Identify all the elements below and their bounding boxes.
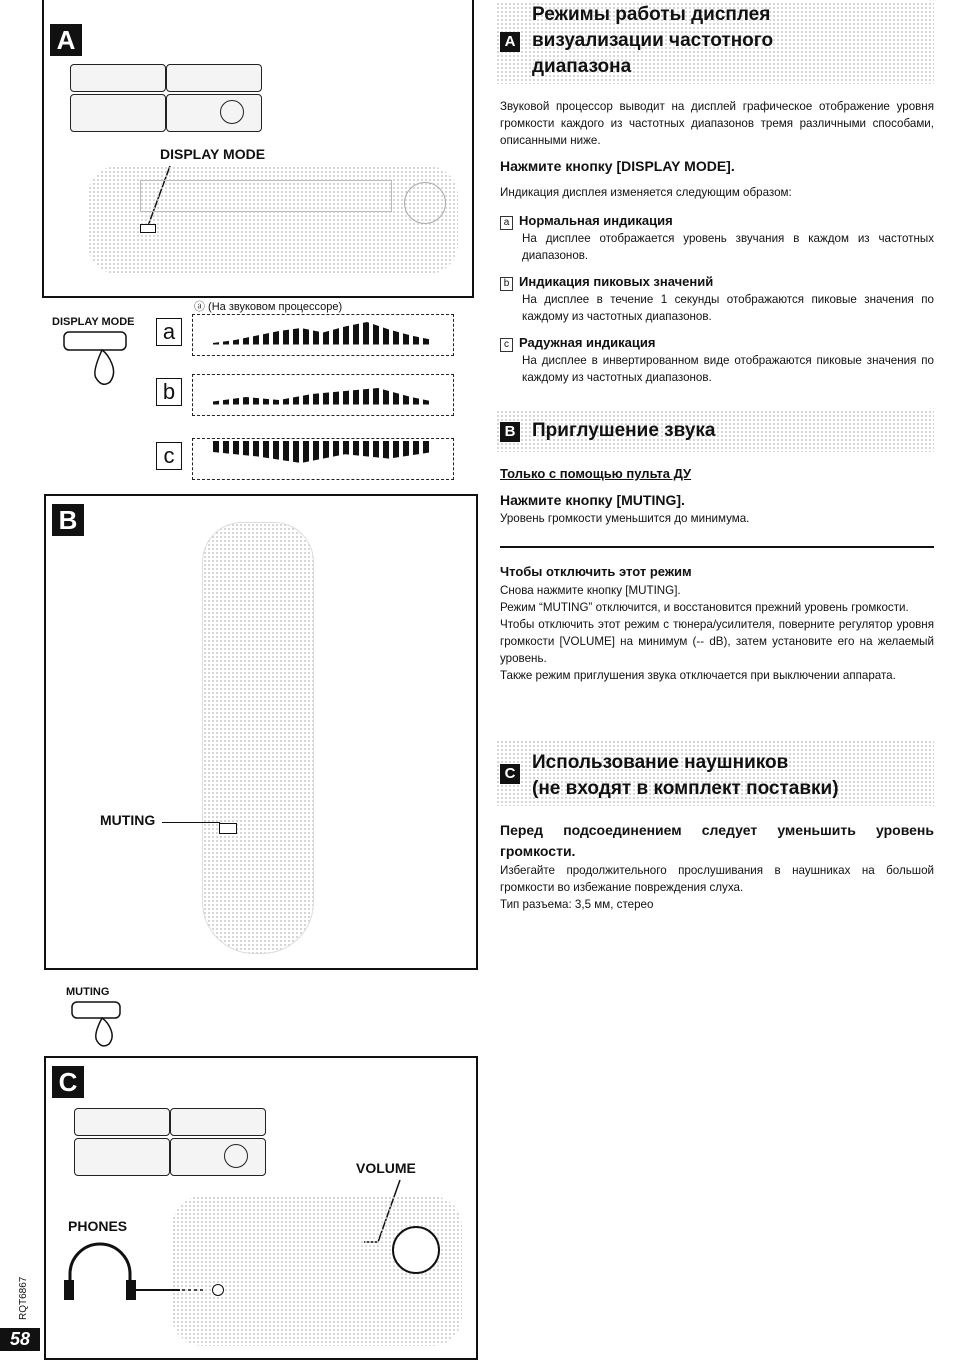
volume-label: VOLUME: [356, 1160, 416, 1176]
section-a-note: Индикация дисплея изменяется следующим образом:: [500, 186, 792, 199]
section-a-title-line1: Режимы работы дисплея: [532, 4, 771, 25]
page-number: 58: [0, 1328, 40, 1351]
cancel-line-1: Снова нажмите кнопку [MUTING].: [500, 584, 681, 597]
muting-label: MUTING: [100, 812, 156, 828]
figure-c-tag: C: [52, 1066, 84, 1098]
section-b-tag: B: [500, 422, 520, 442]
figure-a-panel: [42, 0, 474, 298]
processor-caption: ⓐ (На звуковом процессоре): [194, 301, 343, 313]
figure-a-tag: A: [50, 24, 82, 56]
mode-item-a-text: На дисплее отображается уровень звучания в каждом из частотных диапазонов.: [522, 232, 934, 262]
section-a-title-line2: визуализации частотного: [532, 30, 774, 51]
mode-list: [152, 314, 456, 484]
display-mode-button-label: DISPLAY MODE: [52, 316, 135, 328]
mode-b-key: b: [156, 378, 182, 406]
section-b-title: Приглушение звука: [532, 420, 716, 441]
display-mode-button[interactable]: [140, 224, 156, 233]
section-b-cancel-title: Чтобы отключить этот режим: [500, 564, 692, 579]
section-c-warning: Перед подсоединением следует уменьшить уровень громкости.: [500, 822, 934, 859]
mode-item-a-key: a: [500, 216, 513, 230]
remote-muting-button[interactable]: [219, 823, 237, 834]
section-b-instruction: Нажмите кнопку [MUTING].: [500, 492, 685, 508]
section-a-header: [496, 2, 934, 84]
cancel-line-2: Режим “MUTING” отключится, и восстановится прежний уровень громкости.: [500, 601, 909, 614]
section-c-jack: Тип разъема: 3,5 мм, стерео: [500, 898, 654, 911]
hand-press-icon-muting: [70, 1000, 140, 1050]
mode-c: [152, 438, 456, 482]
figure-b-tag: B: [52, 504, 84, 536]
mode-item-b-key: b: [500, 277, 513, 291]
mode-item-a-title: Нормальная индикация: [519, 213, 673, 228]
remote-control-illustration: [202, 522, 314, 954]
section-c-title-line1: Использование наушников: [532, 752, 789, 773]
processor-front-panel: [88, 166, 458, 274]
mode-item-c: [500, 334, 934, 386]
headphones-icon: [60, 1234, 230, 1304]
display-mode-label: DISPLAY MODE: [160, 146, 266, 162]
cancel-line-4: Также режим приглушения звука отключается при выключении аппарата.: [500, 669, 896, 682]
mode-item-c-text: На дисплее в инвертированном виде отображаются пиковые значения по каждому из частотных диапазонов.: [522, 354, 934, 384]
section-b-header: [496, 410, 934, 452]
mode-b: [152, 374, 456, 418]
section-a-instruction: Нажмите кнопку [DISPLAY MODE].: [500, 158, 735, 174]
section-b-result: Уровень громкости уменьшится до минимума.: [500, 512, 750, 525]
muting-button-label: MUTING: [66, 986, 110, 998]
stereo-system-illustration-c: [74, 1108, 266, 1176]
section-c-title: [532, 750, 839, 802]
section-c-tag: C: [500, 764, 520, 784]
volume-knob[interactable]: [392, 1226, 440, 1274]
mode-b-display: [192, 374, 454, 416]
section-c-title-line2: (не входят в комплект поставки): [532, 778, 839, 799]
section-b-remote-only: Только с помощью пульта ДУ: [500, 466, 692, 481]
section-c-header: [496, 740, 934, 806]
figure-c-panel: [44, 1056, 478, 1360]
mode-item-c-key: c: [500, 338, 513, 352]
hand-press-icon: [62, 330, 142, 390]
section-a-tag: A: [500, 32, 520, 52]
section-b-divider: [500, 546, 934, 548]
phones-label: PHONES: [68, 1218, 128, 1234]
mode-c-key: c: [156, 442, 182, 470]
section-a-title: [532, 2, 773, 80]
section-a-title-line3: диапазона: [532, 56, 632, 77]
mode-c-display: [192, 438, 454, 480]
stereo-system-illustration: [70, 64, 262, 132]
muting-pointer-line: [162, 822, 220, 823]
mode-item-a: [500, 212, 934, 264]
section-a-intro: Звуковой процессор выводит на дисплей графическое отображение уровня громкости каждого из частотных диапазонов тремя различными способами, описанными ниже.: [500, 100, 934, 147]
section-b-cancel-body: [500, 582, 934, 684]
mode-item-b: [500, 273, 934, 325]
mode-a: [152, 314, 456, 358]
mode-a-key: a: [156, 318, 182, 346]
mode-a-display: [192, 314, 454, 356]
mode-item-b-title: Индикация пиковых значений: [519, 274, 714, 289]
doc-code: RQT6867: [18, 1276, 29, 1320]
mode-item-c-title: Радужная индикация: [519, 335, 656, 350]
mode-item-b-text: На дисплее в течение 1 секунды отображаются пиковые значения по каждому из частотных диапазонов.: [522, 293, 934, 323]
figure-b-panel: [44, 494, 478, 970]
cancel-line-3: Чтобы отключить этот режим с тюнера/усилителя, поверните регулятор уровня громкости [VOLUME] на минимум (-- dB), затем установите его на желаемый уровень.: [500, 618, 934, 665]
section-c-text: Избегайте продолжительного прослушивания в наушниках на большой громкости во избежание повреждения слуха.: [500, 864, 934, 894]
